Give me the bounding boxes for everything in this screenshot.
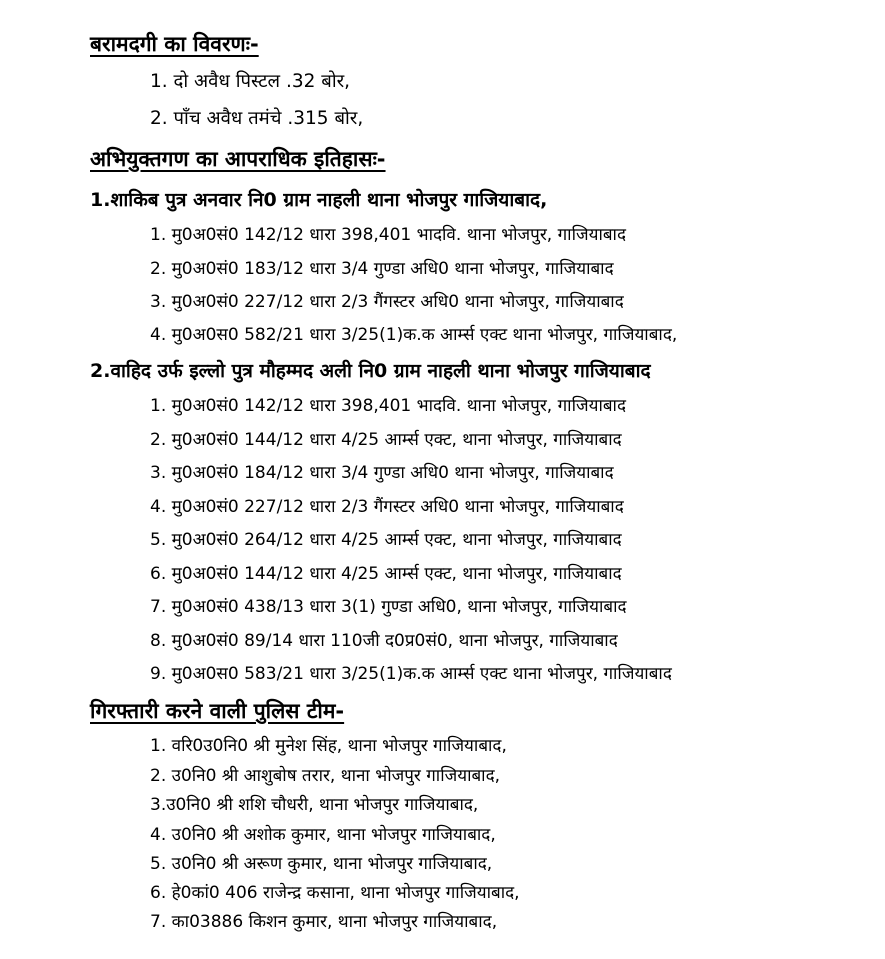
case-line: 3. मु0अ0सं0 184/12 धारा 3/4 गुण्डा अधि0 थाना भोजपुर, गाजियाबाद (150, 463, 614, 483)
case-line: 1. मु0अ0सं0 142/12 धारा 398,401 भादवि. थाना भोजपुर, गाजियाबाद (150, 225, 626, 245)
accused-name: 1.शाकिब पुत्र अनवार नि0 ग्राम नाहली थाना भोजपुर गाजियाबाद, (90, 189, 548, 211)
case-line: 2. मु0अ0सं0 144/12 धारा 4/25 आर्म्स एक्ट, थाना भोजपुर, गाजियाबाद (150, 430, 622, 450)
recovery-item: 2. पाँच अवैध तमंचे .315 बोर, (150, 108, 364, 129)
team-member: 5. उ0नि0 श्री अरूण कुमार, थाना भोजपुर गाजियाबाद, (150, 854, 493, 874)
team-heading: गिरफ्तारी करने वाली पुलिस टीम- (90, 699, 345, 723)
case-line: 2. मु0अ0सं0 183/12 धारा 3/4 गुण्डा अधि0 थाना भोजपुर, गाजियाबाद (150, 259, 614, 279)
history-heading: अभियुक्तगण का आपराधिक इतिहासः- (90, 147, 386, 171)
case-line: 1. मु0अ0सं0 142/12 धारा 398,401 भादवि. थाना भोजपुर, गाजियाबाद (150, 396, 626, 416)
recovery-item: 1. दो अवैध पिस्टल .32 बोर, (150, 71, 351, 92)
case-line: 6. मु0अ0सं0 144/12 धारा 4/25 आर्म्स एक्ट, थाना भोजपुर, गाजियाबाद (150, 564, 622, 584)
team-member: 7. का03886 किशन कुमार, थाना भोजपुर गाजियाबाद, (150, 912, 498, 932)
team-member: 4. उ0नि0 श्री अशोक कुमार, थाना भोजपुर गाजियाबाद, (150, 825, 496, 845)
team-member: 1. वरि0उ0नि0 श्री मुनेश सिंह, थाना भोजपुर गाजियाबाद, (150, 736, 507, 756)
case-line: 8. मु0अ0सं0 89/14 धारा 110जी द0प्र0सं0, थाना भोजपुर, गाजियाबाद (150, 631, 618, 651)
recovery-heading: बरामदगी का विवरणः- (90, 32, 259, 56)
case-line: 3. मु0अ0सं0 227/12 धारा 2/3 गैंगस्टर अधि0 थाना भोजपुर, गाजियाबाद (150, 292, 624, 312)
accused-name: 2.वाहिद उर्फ इल्लो पुत्र मौहम्मद अली नि0 ग्राम नाहली थाना भोजपुर गाजियाबाद (90, 360, 651, 382)
case-line: 4. मु0अ0स0 582/21 धारा 3/25(1)क.क आर्म्स एक्ट थाना भोजपुर, गाजियाबाद, (150, 325, 678, 345)
case-line: 7. मु0अ0सं0 438/13 धारा 3(1) गुण्डा अधि0, थाना भोजपुर, गाजियाबाद (150, 597, 627, 617)
team-member: 2. उ0नि0 श्री आशुबोष तरार, थाना भोजपुर गाजियाबाद, (150, 766, 501, 786)
case-line: 9. मु0अ0स0 583/21 धारा 3/25(1)क.क आर्म्स एक्ट थाना भोजपुर, गाजियाबाद (150, 664, 672, 684)
team-member: 3.उ0नि0 श्री शशि चौधरी, थाना भोजपुर गाजियाबाद, (150, 795, 479, 815)
team-member: 6. हे0कां0 406 राजेन्द्र कसाना, थाना भोजपुर गाजियाबाद, (150, 883, 520, 903)
case-line: 4. मु0अ0सं0 227/12 धारा 2/3 गैंगस्टर अधि0 थाना भोजपुर, गाजियाबाद (150, 497, 624, 517)
case-line: 5. मु0अ0सं0 264/12 धारा 4/25 आर्म्स एक्ट, थाना भोजपुर, गाजियाबाद (150, 530, 622, 550)
